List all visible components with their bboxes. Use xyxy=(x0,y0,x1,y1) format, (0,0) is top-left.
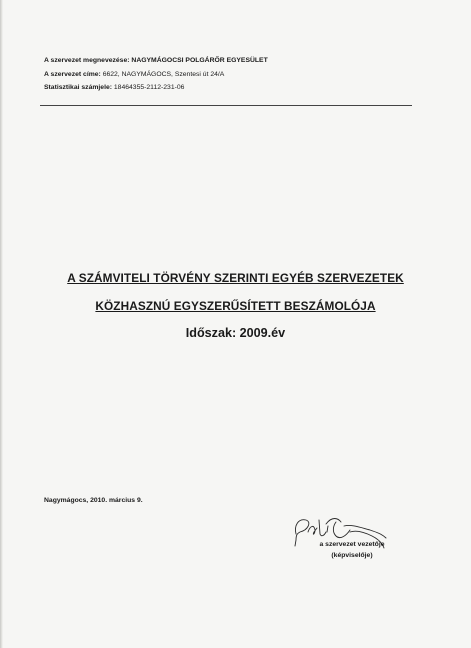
report-title-line1: A SZÁMVITELI TÖRVÉNY SZERINTI EGYÉB SZERVEZETEK xyxy=(67,271,404,285)
report-title-line2: KÖZHASZNÚ EGYSZERŰSÍTETT BESZÁMOLÓJA xyxy=(95,299,376,313)
place-and-date: Nagymágocs, 2010. március 9. xyxy=(44,497,143,504)
org-stat-label: Statisztikai számjele: xyxy=(44,84,112,92)
signature-block xyxy=(286,512,396,572)
org-address-label: A szervezet címe: xyxy=(44,70,101,78)
org-name-line xyxy=(44,57,424,65)
header-divider xyxy=(40,105,412,106)
org-name-label: A szervezet megnevezése: xyxy=(44,57,130,64)
org-address-line xyxy=(44,71,424,79)
organization-info xyxy=(44,57,424,98)
signature-caption xyxy=(308,540,396,561)
org-address-value: 6622, NAGYMÁGOCS, Szentesi út 24/A xyxy=(102,70,225,78)
org-stat-line xyxy=(44,84,424,92)
report-period: Időszak: 2009.év xyxy=(185,326,286,340)
signature-caption-line2: (képviselője) xyxy=(331,551,373,559)
org-name-value: NAGYMÁGOCSI POLGÁRŐR EGYESÜLET xyxy=(131,57,268,64)
scan-edge-shadow xyxy=(0,0,3,648)
signature-caption-line1: a szervezet vezetője xyxy=(319,541,385,548)
org-stat-value: 18464355-2112-231-06 xyxy=(113,84,185,92)
